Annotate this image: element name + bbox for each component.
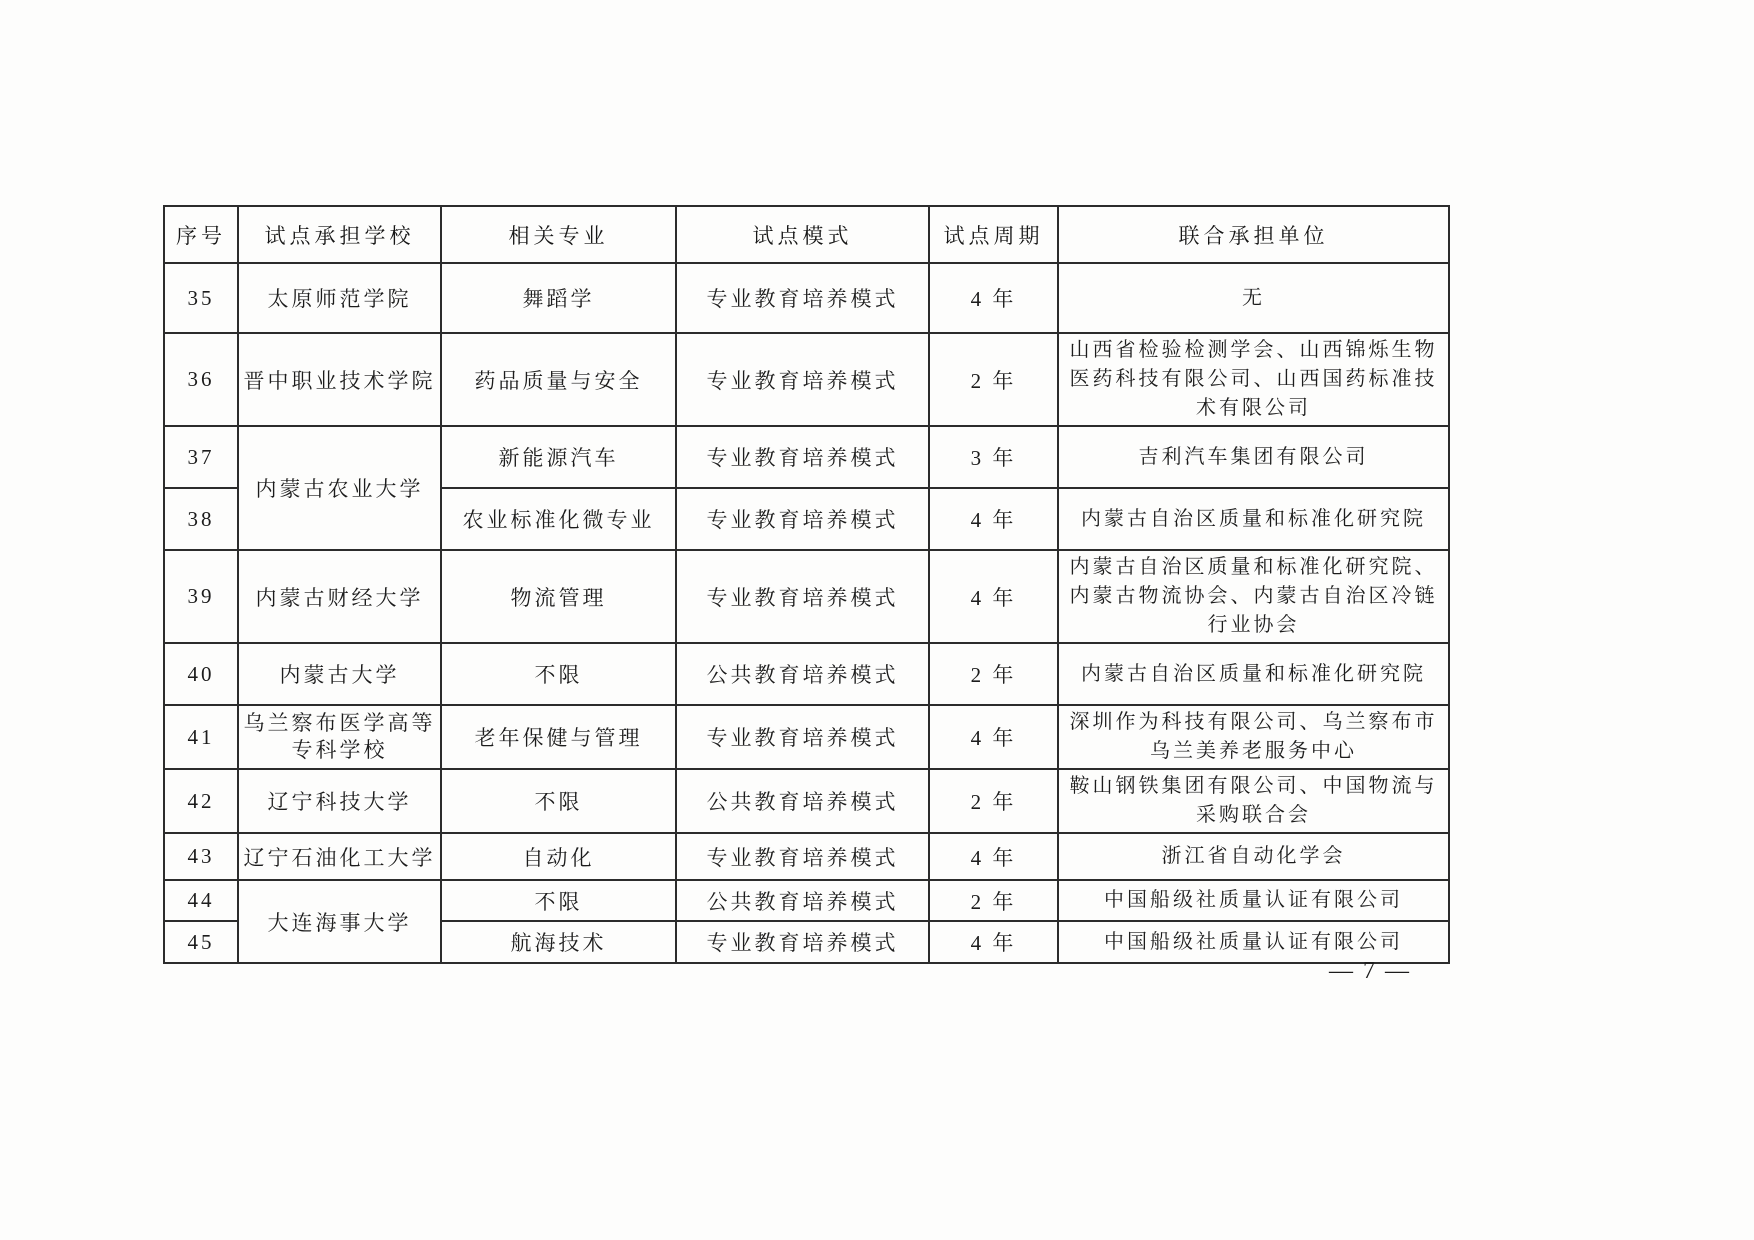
- cell-serial: 40: [164, 643, 238, 705]
- cell-major: 航海技术: [441, 921, 676, 963]
- cell-major: 物流管理: [441, 550, 676, 643]
- cell-school: 辽宁石油化工大学: [238, 833, 441, 880]
- cell-mode: 专业教育培养模式: [676, 333, 929, 426]
- cell-serial: 43: [164, 833, 238, 880]
- header-major: 相关专业: [441, 206, 676, 263]
- cell-school: 乌兰察布医学高等专科学校: [238, 705, 441, 769]
- cell-period: 2 年: [929, 880, 1058, 921]
- cell-serial: 44: [164, 880, 238, 921]
- cell-mode: 公共教育培养模式: [676, 643, 929, 705]
- cell-partner: 深圳作为科技有限公司、乌兰察布市乌兰美养老服务中心: [1058, 705, 1449, 769]
- cell-partner: 山西省检验检测学会、山西锦烁生物医药科技有限公司、山西国药标准技术有限公司: [1058, 333, 1449, 426]
- header-period: 试点周期: [929, 206, 1058, 263]
- header-serial: 序号: [164, 206, 238, 263]
- cell-school: 晋中职业技术学院: [238, 333, 441, 426]
- page-number: — 7 —: [1329, 958, 1411, 984]
- cell-serial: 42: [164, 769, 238, 833]
- cell-serial: 37: [164, 426, 238, 488]
- cell-period: 4 年: [929, 550, 1058, 643]
- cell-serial: 36: [164, 333, 238, 426]
- cell-partner: 浙江省自动化学会: [1058, 833, 1449, 880]
- cell-mode: 专业教育培养模式: [676, 488, 929, 550]
- cell-mode: 专业教育培养模式: [676, 263, 929, 333]
- cell-period: 4 年: [929, 263, 1058, 333]
- table-row-41: [164, 705, 1449, 769]
- cell-mode: 公共教育培养模式: [676, 880, 929, 921]
- cell-serial: 41: [164, 705, 238, 769]
- cell-major: 药品质量与安全: [441, 333, 676, 426]
- table-row-39: [164, 550, 1449, 643]
- cell-major: 不限: [441, 643, 676, 705]
- cell-school: 辽宁科技大学: [238, 769, 441, 833]
- table-row-37: [164, 426, 1449, 488]
- table-row-36: [164, 333, 1449, 426]
- cell-mode: 专业教育培养模式: [676, 921, 929, 963]
- cell-mode: 专业教育培养模式: [676, 705, 929, 769]
- cell-mode: 专业教育培养模式: [676, 550, 929, 643]
- cell-partner: 吉利汽车集团有限公司: [1058, 426, 1449, 488]
- cell-period: 2 年: [929, 769, 1058, 833]
- cell-major: 农业标准化微专业: [441, 488, 676, 550]
- cell-partner: 内蒙古自治区质量和标准化研究院: [1058, 643, 1449, 705]
- cell-partner: 内蒙古自治区质量和标准化研究院: [1058, 488, 1449, 550]
- table-header-row: [164, 206, 1449, 263]
- cell-period: 3 年: [929, 426, 1058, 488]
- cell-major: 不限: [441, 880, 676, 921]
- cell-period: 4 年: [929, 488, 1058, 550]
- cell-major: 舞蹈学: [441, 263, 676, 333]
- cell-period: 4 年: [929, 833, 1058, 880]
- table-row-40: [164, 643, 1449, 705]
- cell-period: 4 年: [929, 921, 1058, 963]
- table-row-35: [164, 263, 1449, 333]
- cell-major: 老年保健与管理: [441, 705, 676, 769]
- cell-period: 2 年: [929, 643, 1058, 705]
- cell-major: 新能源汽车: [441, 426, 676, 488]
- cell-partner: 中国船级社质量认证有限公司: [1058, 921, 1449, 963]
- cell-serial: 45: [164, 921, 238, 963]
- cell-major: 不限: [441, 769, 676, 833]
- cell-school: 内蒙古大学: [238, 643, 441, 705]
- cell-partner: 内蒙古自治区质量和标准化研究院、内蒙古物流协会、内蒙古自治区冷链行业协会: [1058, 550, 1449, 643]
- cell-serial: 38: [164, 488, 238, 550]
- header-mode: 试点模式: [676, 206, 929, 263]
- cell-school: 内蒙古财经大学: [238, 550, 441, 643]
- table-row-43: [164, 833, 1449, 880]
- cell-mode: 专业教育培养模式: [676, 426, 929, 488]
- cell-school-merged: 内蒙古农业大学: [238, 426, 441, 550]
- pilot-program-table: [163, 205, 1450, 964]
- cell-partner: 无: [1058, 263, 1449, 333]
- cell-school-merged: 大连海事大学: [238, 880, 441, 963]
- cell-period: 4 年: [929, 705, 1058, 769]
- cell-partner: 鞍山钢铁集团有限公司、中国物流与采购联合会: [1058, 769, 1449, 833]
- cell-mode: 公共教育培养模式: [676, 769, 929, 833]
- cell-mode: 专业教育培养模式: [676, 833, 929, 880]
- cell-major: 自动化: [441, 833, 676, 880]
- cell-serial: 35: [164, 263, 238, 333]
- cell-serial: 39: [164, 550, 238, 643]
- header-school: 试点承担学校: [238, 206, 441, 263]
- table-row-42: [164, 769, 1449, 833]
- header-partner: 联合承担单位: [1058, 206, 1449, 263]
- cell-partner: 中国船级社质量认证有限公司: [1058, 880, 1449, 921]
- cell-period: 2 年: [929, 333, 1058, 426]
- cell-school: 太原师范学院: [238, 263, 441, 333]
- table-row-44: [164, 880, 1449, 921]
